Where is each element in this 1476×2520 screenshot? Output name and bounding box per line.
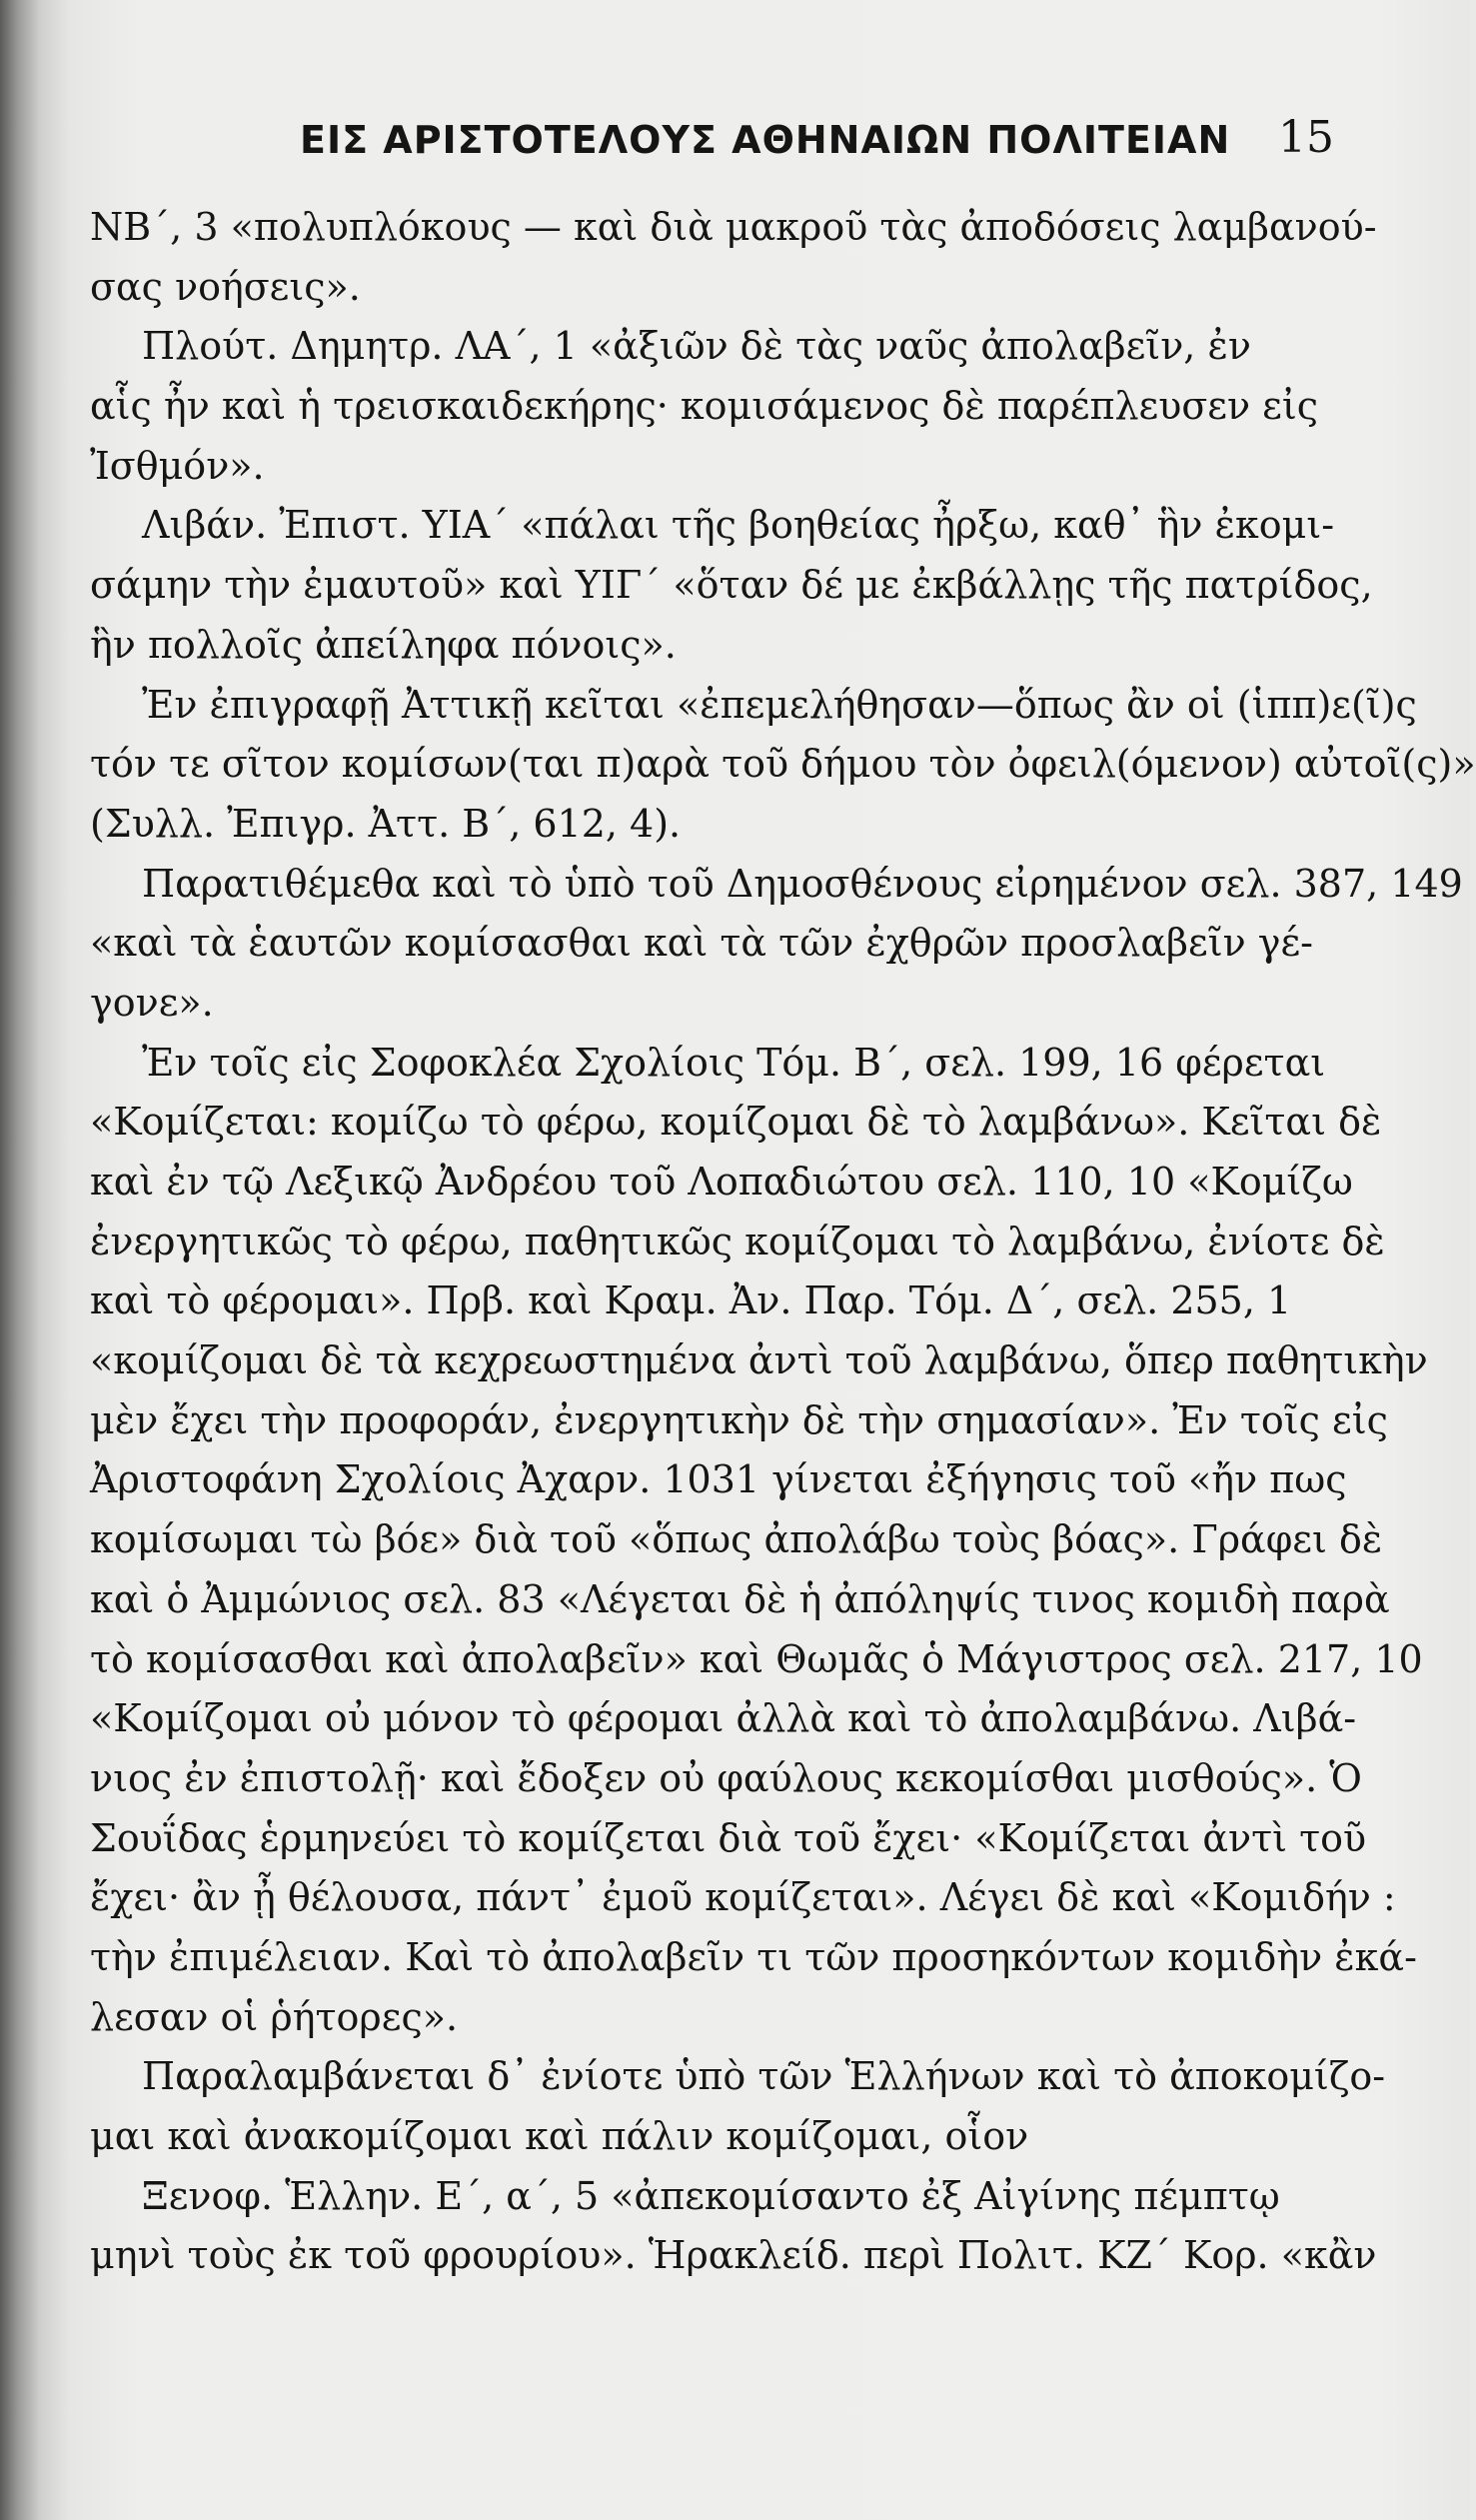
text-line: κομίσωμαι τὼ βόε» διὰ τοῦ «ὅπως ἀπολάβω τοὺς βόας». Γράφει δὲ	[90, 1517, 1383, 1562]
text-line: σάμην τὴν ἐμαυτοῦ» καὶ ΥΙΓ΄ «ὅταν δέ με ἐκβάλλῃς τῆς πατρίδος,	[90, 563, 1373, 608]
text-line: καὶ ὁ Ἀμμώνιος σελ. 83 «Λέγεται δὲ ἡ ἀπόληψίς τινος κομιδὴ παρὰ	[90, 1576, 1390, 1621]
text-line: «καὶ τὰ ἑαυτῶν κομίσασθαι καὶ τὰ τῶν ἐχθρῶν προσλαβεῖν γέ-	[90, 921, 1314, 966]
text-line: μηνὶ τοὺς ἐκ τοῦ φρουρίου». Ἡρακλείδ. περὶ Πολιτ. ΚΖ΄ Κορ. «κἂν	[90, 2233, 1377, 2278]
text-line: γονε».	[90, 980, 214, 1025]
text-line: (Συλλ. Ἐπιγρ. Ἀττ. Β΄, 612, 4).	[90, 801, 682, 846]
text-line: Λιβάν. Ἐπιστ. ΥΙΑ΄ «πάλαι τῆς βοηθείας ἦρξω, καθ᾽ ἣν ἐκομι-	[142, 503, 1335, 548]
text-line: ἐνεργητικῶς τὸ φέρω, παθητικῶς κομίζομαι τὸ λαμβάνω, ἐνίοτε δὲ	[90, 1219, 1385, 1263]
running-header	[90, 112, 1334, 178]
text-line: ΝΒ΄, 3 «πολυπλόκους — καὶ διὰ μακροῦ τὰς ἀποδόσεις λαμβανού-	[90, 205, 1377, 249]
text-line: ἔχει· ἂν ᾖ θέλουσα, πάντ᾽ ἐμοῦ κομίζεται». Λέγει δὲ καὶ «Κομιδήν :	[90, 1875, 1396, 1920]
text-line: Ἀριστοφάνη Σχολίοις Ἀχαρν. 1031 γίνεται ἐξήγησις τοῦ «ἤν πως	[90, 1457, 1347, 1502]
text-line: καὶ ἐν τῷ Λεξικῷ Ἀνδρέου τοῦ Λοπαδιώτου σελ. 110, 10 «Κομίζω	[90, 1160, 1353, 1204]
text-line: τόν τε σῖτον κομίσων(ται π)αρὰ τοῦ δήμου τὸν ὀφειλ(όμενον) αὐτοῖ(ς)»	[90, 742, 1476, 787]
text-line: Ξενοφ. Ἑλλην. Ε΄, α΄, 5 «ἀπεκομίσαντο ἐξ Αἰγίνης πέμπτῳ	[142, 2173, 1280, 2218]
text-line: μὲν ἔχει τὴν προφοράν, ἐνεργητικὴν δὲ τὴν σημασίαν». Ἐν τοῖς εἰς	[90, 1397, 1388, 1442]
text-line: Σουΐδας ἑρμηνεύει τὸ κομίζεται διὰ τοῦ ἔχει· «Κομίζεται ἀντὶ τοῦ	[90, 1815, 1367, 1860]
text-line: λεσαν οἱ ῥήτορες».	[90, 1994, 459, 2039]
text-line: τὸ κομίσασθαι καὶ ἀπολαβεῖν» καὶ Θωμᾶς ὁ Μάγιστρος σελ. 217, 10	[90, 1636, 1423, 1681]
text-line: νιος ἐν ἐπιστολῇ· καὶ ἔδοξεν οὐ φαύλους κεκομίσθαι μισθούς». Ὁ	[90, 1755, 1362, 1800]
text-line: αἷς ἦν καὶ ἡ τρεισκαιδεκήρης· κομισάμενος δὲ παρέπλευσεν εἰς	[90, 384, 1319, 429]
text-line: τὴν ἐπιμέλειαν. Καὶ τὸ ἀπολαβεῖν τι τῶν προσηκόντων κομιδὴν ἐκά-	[90, 1934, 1417, 1979]
text-line: Ἐν τοῖς εἰς Σοφοκλέα Σχολίοις Τόμ. Β΄, σελ. 199, 16 φέρεται	[142, 1040, 1326, 1085]
body-text	[90, 198, 1476, 2286]
text-line: Παρατιθέμεθα καὶ τὸ ὑπὸ τοῦ Δημοσθένους εἰρημένον σελ. 387, 149	[142, 861, 1463, 906]
text-line: Παραλαμβάνεται δ᾽ ἐνίοτε ὑπὸ τῶν Ἑλλήνων καὶ τὸ ἀποκομίζο-	[142, 2054, 1386, 2099]
text-line: Πλούτ. Δημητρ. ΛΑ΄, 1 «ἀξιῶν δὲ τὰς ναῦς ἀπολαβεῖν, ἐν	[142, 324, 1251, 369]
text-line: Ἐν ἐπιγραφῇ Ἀττικῇ κεῖται «ἐπεμελήθησαν—ὅπως ἂν οἱ (ἱππ)ε(ῖ)ς	[142, 682, 1417, 727]
text-line: καὶ τὸ φέρομαι». Πρβ. καὶ Κραμ. Ἀν. Παρ. Τόμ. Δ΄, σελ. 255, 1	[90, 1278, 1292, 1323]
text-line: σας νοήσεις».	[90, 264, 361, 309]
text-line: ἣν πολλοῖς ἀπείληφα πόνοις».	[90, 622, 677, 667]
text-line: μαι καὶ ἀνακομίζομαι καὶ πάλιν κομίζομαι, οἷον	[90, 2114, 1029, 2158]
text-line: «κομίζομαι δὲ τὰ κεχρεωστημένα ἀντὶ τοῦ λαμβάνω, ὅπερ παθητικὴν	[90, 1338, 1428, 1383]
header-title: ΕΙΣ ΑΡΙΣΤΟΤΕΛΟΥΣ ΑΘΗΝΑΙΩΝ ΠΟΛΙΤΕΙΑΝ	[300, 118, 1231, 162]
text-line: «Κομίζομαι οὐ μόνον τὸ φέρομαι ἀλλὰ καὶ τὸ ἀπολαμβάνω. Λιβά-	[90, 1696, 1357, 1741]
text-line: Ἰσθμόν».	[90, 443, 265, 488]
text-line: «Κομίζεται: κομίζω τὸ φέρω, κομίζομαι δὲ τὸ λαμβάνω». Κεῖται δὲ	[90, 1100, 1382, 1145]
page-number: 15	[1278, 112, 1334, 163]
